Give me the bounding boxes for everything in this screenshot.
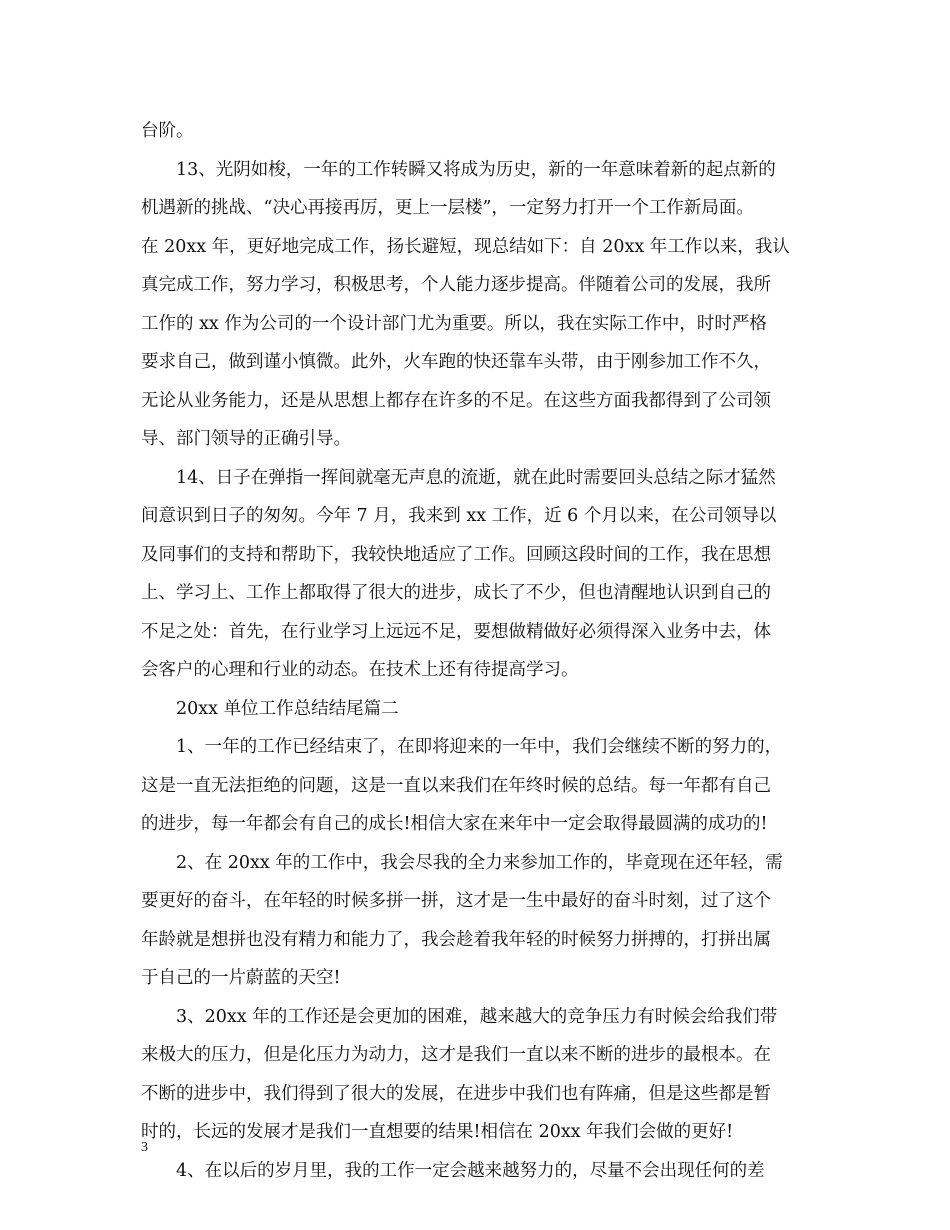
text-line: 的进步，每一年都会有自己的成长!相信大家在来年中一定会取得最圆满的成功的!	[141, 814, 768, 834]
text-line: 这是一直无法拒绝的问题，这是一直以来我们在年终时候的总结。每一年都有自己	[141, 775, 771, 796]
text-line: 真完成工作，努力学习，积极思考，个人能力逐步提高。伴随着公司的发展，我所	[141, 275, 771, 295]
text-line: 来极大的压力，但是化压力为动力，这才是我们一直以来不断的进步的最根本。在	[141, 1045, 771, 1065]
text-line: 于自己的一片蔚蓝的天空!	[141, 968, 341, 988]
text-line: 14、日子在弹指一挥间就毫无声息的流逝，就在此时需要回头总结之际才猛然	[176, 467, 776, 488]
text-line: 20xx 单位工作总结结尾篇二	[176, 698, 399, 719]
text-line: 导、部门领导的正确引导。	[141, 429, 351, 449]
text-line: 上、学习上、工作上都取得了很大的进步，成长了不少，但也清醒地认识到自己的	[141, 583, 771, 603]
text-line: 不断的进步中，我们得到了很大的发展，在进步中我们也有阵痛，但是这些都是暂	[141, 1083, 771, 1104]
text-line: 会客户的心理和行业的动态。在技术上还有待提高学习。	[141, 660, 579, 680]
text-line: 要求自己，做到谨小慎微。此外，火车跑的快还靠车头带，由于刚参加工作不久，	[141, 352, 771, 372]
document-body	[141, 112, 821, 1190]
text-line: 无论从业务能力，还是从思想上都存在许多的不足。在这些方面我都得到了公司领	[141, 390, 771, 411]
text-line: 工作的 xx 作为公司的一个设计部门尤为重要。所以，我在实际工作中，时时严格	[141, 313, 767, 334]
text-line: 间意识到日子的匆匆。今年 7 月，我来到 xx 工作，近 6 个月以来，在公司领导以	[141, 506, 777, 526]
text-line: 时的，长远的发展才是我们一直想要的结果!相信在 20xx 年我们会做的更好!	[141, 1122, 734, 1142]
text-line: 不足之处：首先，在行业学习上远远不足，要想做精做好必须得深入业务中去，体	[141, 621, 771, 642]
text-line: 台阶。	[141, 121, 194, 141]
text-line: 及同事们的支持和帮助下，我较快地适应了工作。回顾这段时间的工作，我在思想	[141, 544, 771, 565]
text-line: 3、20xx 年的工作还是会更加的困难，越来越大的竞争压力有时候会给我们带	[176, 1006, 778, 1027]
text-line: 4、在以后的岁月里，我的工作一定会越来越努力的，尽量不会出现任何的差	[176, 1160, 765, 1181]
text-line: 2、在 20xx 年的工作中，我会尽我的全力来参加工作的，毕竟现在还年轻，需	[176, 852, 783, 873]
text-line: 要更好的奋斗，在年轻的时候多拼一拼，这才是一生中最好的奋斗时刻，过了这个	[141, 891, 771, 911]
text-line: 13、光阴如梭，一年的工作转瞬又将成为历史，新的一年意味着新的起点新的	[176, 159, 776, 180]
text-line: 年龄就是想拼也没有精力和能力了，我会趁着我年轻的时候努力拼搏的，打拼出属	[141, 929, 771, 950]
text-line: 1、一年的工作已经结束了，在即将迎来的一年中，我们会继续不断的努力的，	[176, 737, 783, 757]
text-line: 在 20xx 年，更好地完成工作，扬长避短，现总结如下：自 20xx 年工作以来，我认	[141, 236, 790, 257]
text-line: 机遇新的挑战、“决心再接再厉，更上一层楼”，一定努力打开一个工作新局面。	[141, 198, 754, 218]
page-number: 3	[141, 1140, 148, 1155]
